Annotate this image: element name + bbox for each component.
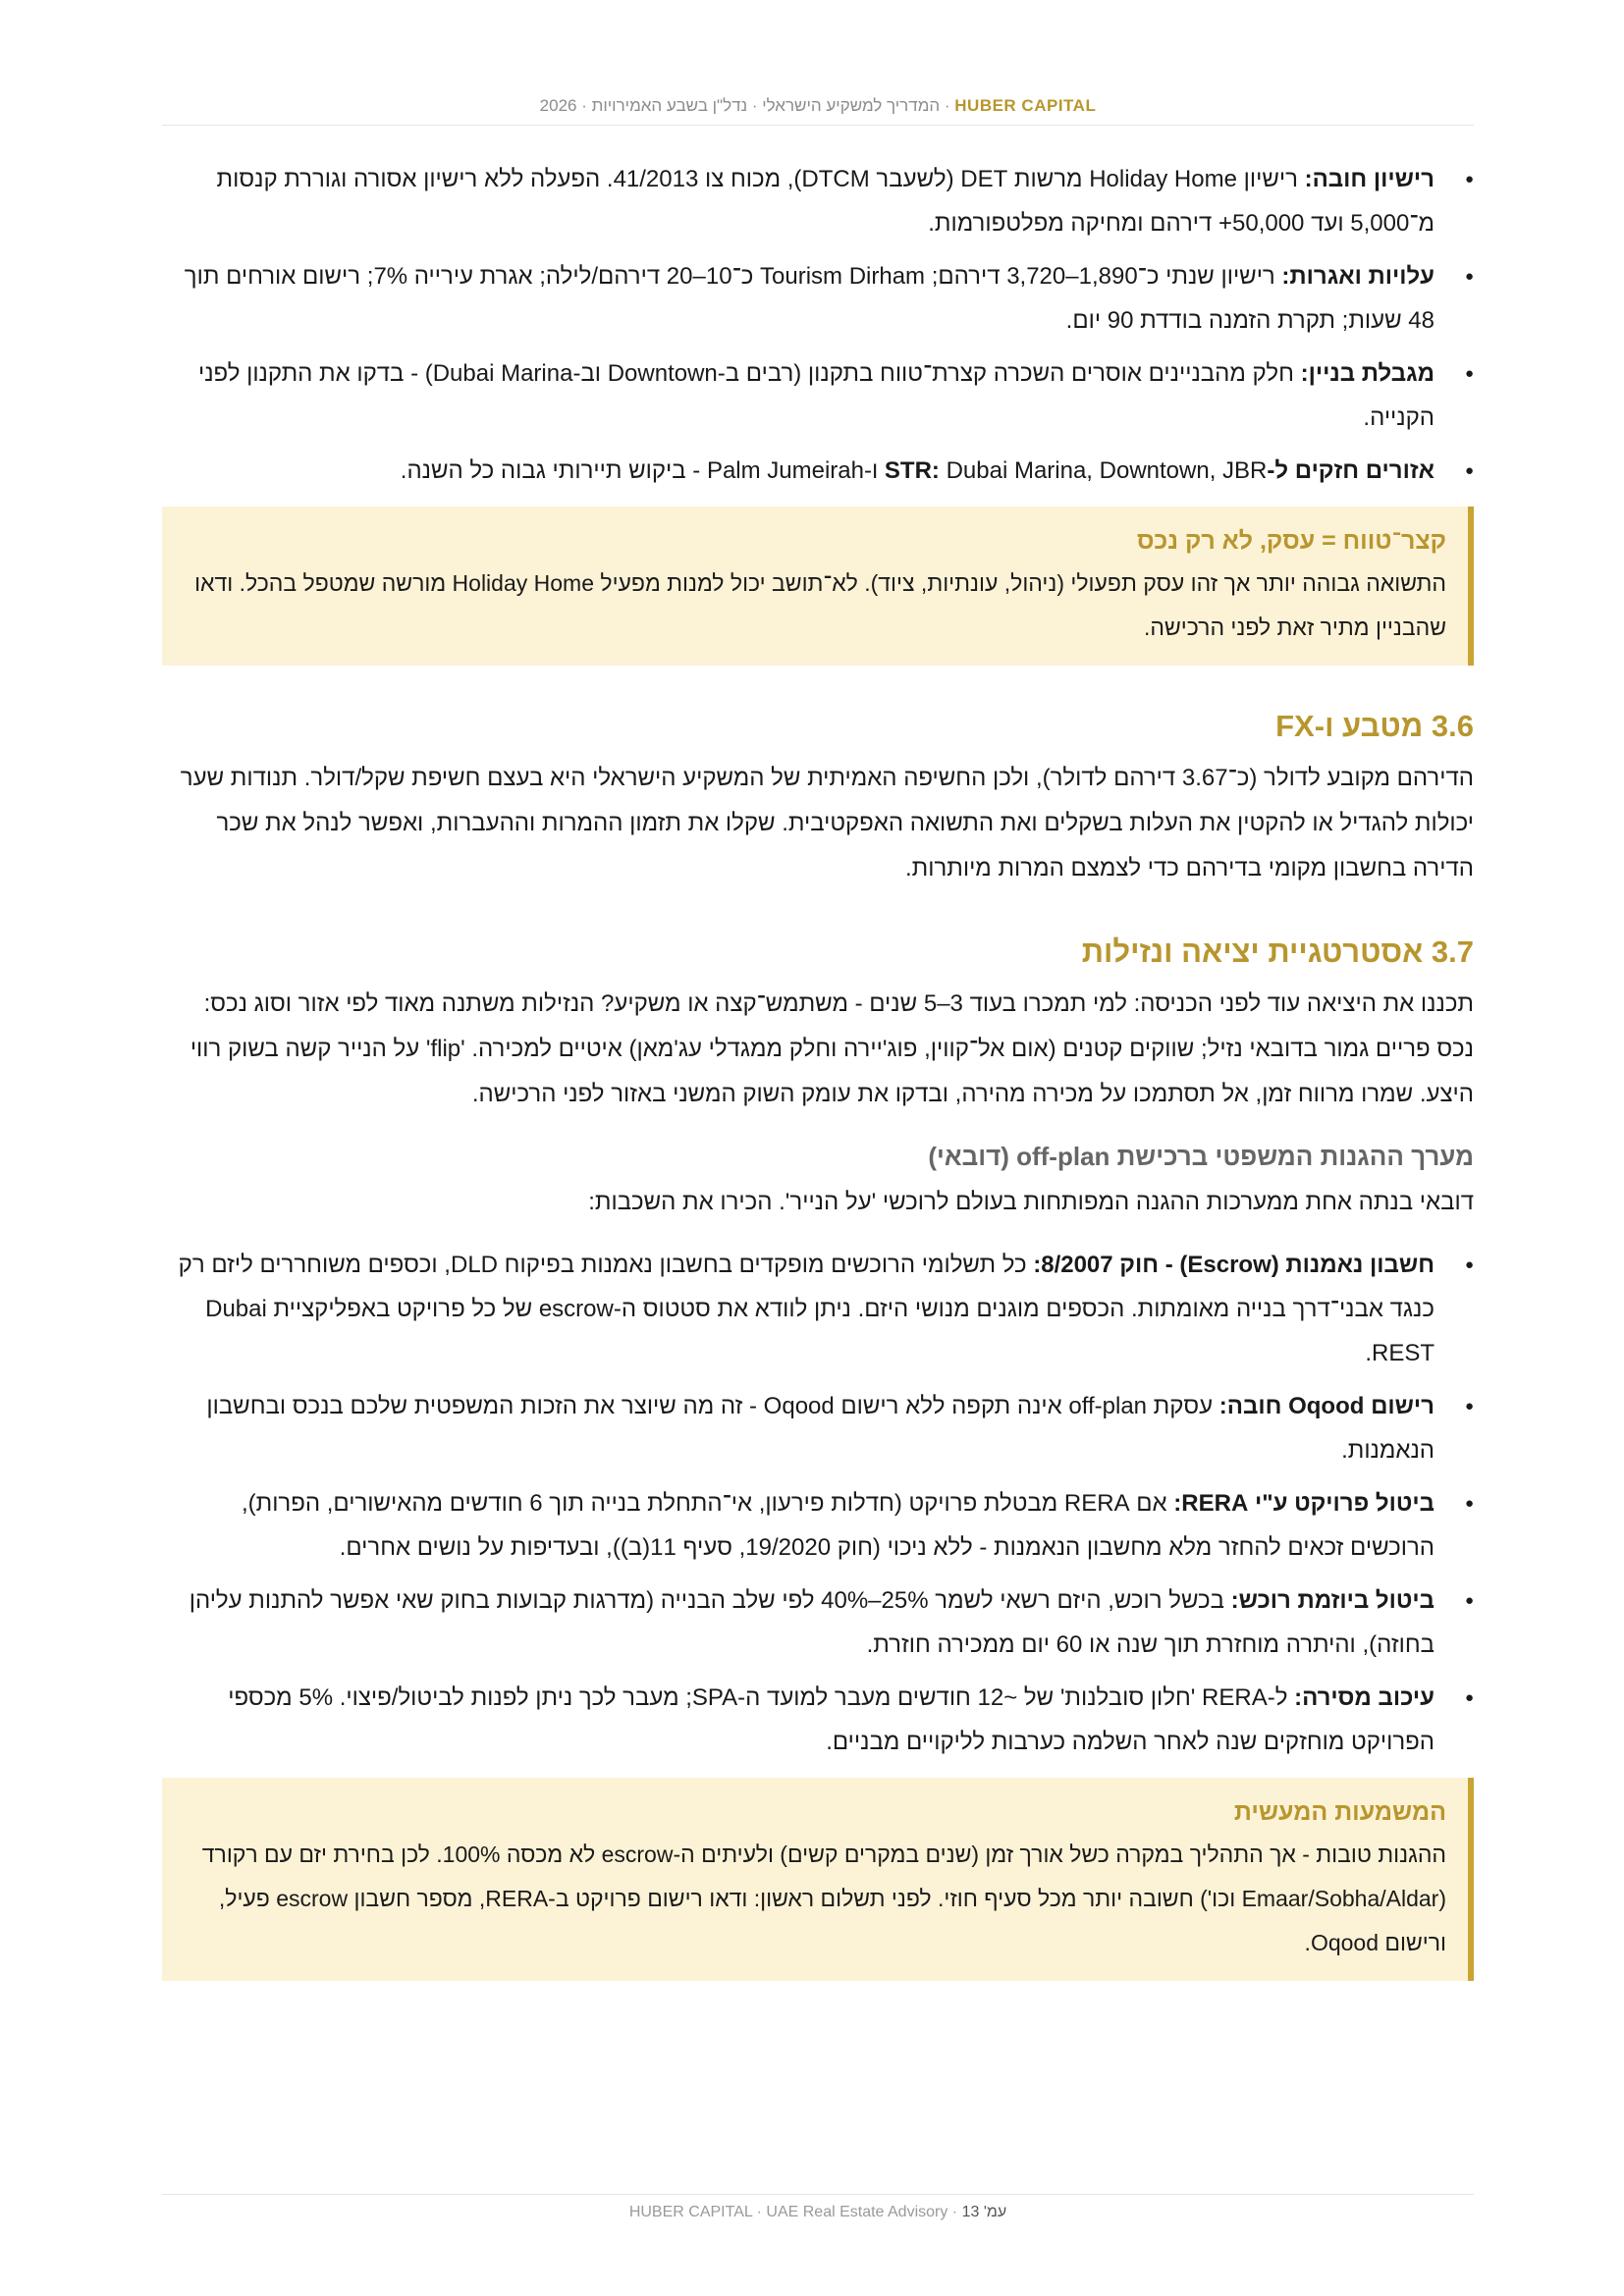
subsection-heading: מערך ההגנות המשפטי ברכישת off-plan (דובאי) — [928, 1142, 1474, 1171]
footer-brand: HUBER CAPITAL · UAE Real Estate Advisory — [628, 2204, 948, 2220]
footer-separator: · — [947, 2204, 962, 2220]
document-page — [162, 0, 1474, 2296]
item-term: עלויות ואגרות: — [1281, 263, 1435, 290]
section-paragraph: הדירהם מקובע לדולר (כ־3.67 דירהם לדולר), ולכן החשיפה האמיתית של המשקיע הישראלי היא בעצם חשיפת שקל/דולר. תנודות שער יכולות להגדיל או להקטין את העלות בשקלים ואת התשואה האפקטיבית. שקלו את תזמון ההמרות וההעברות, ואפשר לנהל את שכר הדירה בחשבון מקומי בדירהם כדי לצמצם המרות מיותרות. — [180, 765, 1474, 881]
list-item — [162, 1676, 1435, 1764]
subsection-intro: דובאי בנתה אחת ממערכות ההגנה המפותחות בעולם לרוכשי 'על הנייר'. הכירו את השכבות: — [588, 1189, 1474, 1215]
item-term: ביטול פרויקט ע"י RERA: — [1173, 1490, 1435, 1517]
callout-body: התשואה גבוהה יותר אך זהו עסק תפעולי (ניהול, עונתיות, ציוד). לא־תושב יכול למנות מפעיל Holiday Home מורשה שמטפל בהכל. ודאו שהבניין מתיר זאת לפני הרכישה. — [194, 570, 1446, 640]
str-rules-list — [162, 157, 1474, 493]
header-subtitle: המדריך למשקיע הישראלי · נדל"ן בשבע האמירויות · 2026 — [539, 96, 941, 115]
item-text: עסקת off-plan אינה תקפה ללא רישום Oqood - זה מה שיוצר את הזכות המשפטית שלכם בנכס ובחשבון הנאמנות. — [206, 1393, 1435, 1464]
header-separator: · — [940, 96, 955, 115]
callout-body: ההגנות טובות - אך התהליך במקרה כשל אורך זמן (שנים במקרים קשים) ולעיתים ה-escrow לא מכסה 100%. לכן בחירת יזם עם רקורד (Emaar/Sobha/Aldar וכו') חשובה יותר מכל סעיף חוזי. לפני תשלום ראשון: ודאו רישום פרויקט ב-RERA, מספר חשבון escrow פעיל, ורישום Oqood. — [201, 1842, 1446, 1955]
header-rule — [162, 125, 1474, 126]
legal-protections-list — [162, 1243, 1474, 1764]
item-term: עיכוב מסירה: — [1294, 1684, 1435, 1711]
list-item — [162, 1481, 1435, 1570]
item-text: אם RERA מבטלת פרויקט (חדלות פירעון, אי־התחלת בנייה תוך 6 חודשים מהאישורים, הפרות), הרוכשים זכאים להחזר מלא מחשבון הנאמנות - ללא ניכוי (חוק 19/2020, סעיף 11(ב)), ובעדיפות על נושים אחרים. — [241, 1490, 1435, 1561]
callout-title: קצר־טווח = עסק, לא רק נכס — [1136, 527, 1446, 555]
callout-box — [162, 1778, 1474, 1981]
section-paragraph: תכננו את היציאה עוד לפני הכניסה: למי תמכרו בעוד 3–5 שנים - משתמש־קצה או משקיע? הנזילות משתנה מאוד לפי אזור וסוג נכס: נכס פריים גמור בדובאי נזיל; שווקים קטנים (אום אל־קווין, פוג'יירה וחלק ממגדלי עג'מאן) איטיים למכירה. 'flip' על הנייר קשה בשוק רווי היצע. שמרו מרווח זמן, אל תסתמכו על מכירה מהירה, ובדקו את עומק השוק המשני באזור לפני הרכישה. — [189, 990, 1474, 1107]
item-term: ביטול ביוזמת רוכש: — [1230, 1587, 1435, 1614]
page-content — [162, 157, 1474, 1981]
item-term: חשבון נאמנות (Escrow) - חוק 8/2007: — [1033, 1252, 1435, 1278]
item-text: רישיון שנתי כ־1,890–3,720 דירהם; Tourism Dirham כ־10–20 דירהם/לילה; אגרת עירייה 7%; רישום אורחים תוך 48 שעות; תקרת הזמנה בודדת 90 יום. — [184, 263, 1435, 334]
item-text: חלק מהבניינים אוסרים השכרה קצרת־טווח בתקנון (רבים ב-Downtown וב-Dubai Marina) - בדקו את התקנון לפני הקנייה. — [197, 360, 1435, 431]
header-brand: HUBER CAPITAL — [954, 96, 1097, 115]
item-term: רישום Oqood חובה: — [1218, 1393, 1435, 1419]
item-term: רישיון חובה: — [1304, 166, 1435, 192]
list-item — [162, 157, 1435, 245]
item-text: כל תשלומי הרוכשים מופקדים בחשבון נאמנות בפיקוח DLD, וכספים משוחררים ליזם רק כנגד אבני־דרך בנייה מאומתות. הכספים מוגנים מנושי היזם. ניתן לוודא את סטטוס ה-escrow של כל פרויקט באפליקציית Dubai REST. — [178, 1252, 1435, 1366]
callout-title: המשמעות המעשית — [1233, 1798, 1446, 1826]
list-item — [162, 1578, 1435, 1667]
item-text: רישיון Holiday Home מרשות DET (לשעבר DTCM), מכוח צו 41/2013. הפעלה ללא רישיון אסורה וגוררת קנסות מ־5,000 ועד 50,000+ דירהם ומחיקה מפלטפורמות. — [216, 166, 1435, 237]
section-heading: 3.6 מטבע ו-FX — [1275, 709, 1474, 743]
list-item — [162, 351, 1435, 440]
callout-box — [162, 507, 1474, 666]
list-item — [162, 1243, 1435, 1375]
item-term: מגבלת בניין: — [1300, 360, 1435, 387]
list-item — [162, 254, 1435, 343]
section-heading: 3.7 אסטרטגיית יציאה ונזילות — [1081, 934, 1474, 969]
item-text: Dubai Marina, Downtown, JBR ו-Palm Jumeirah - ביקוש תיירותי גבוה כל השנה. — [400, 457, 1268, 484]
footer-rule — [162, 2194, 1474, 2195]
list-item — [162, 1384, 1435, 1472]
page-number: עמ' 13 — [961, 2204, 1007, 2220]
running-header — [162, 96, 1474, 116]
item-term: אזורים חזקים ל-STR: — [884, 457, 1435, 484]
item-text: בכשל רוכש, היזם רשאי לשמר 25%–40% לפי שלב הבנייה (מדרגות קבועות בחוק שאי אפשר להתנות עליהן בחוזה), והיתרה מוחזרת תוך שנה או 60 יום ממכירה חוזרת. — [189, 1587, 1435, 1658]
item-text: ל-RERA 'חלון סובלנות' של ~12 חודשים מעבר למועד ה-SPA; מעבר לכך ניתן לפנות לביטול/פיצוי. 5% מכספי הפרויקט מוחזקים שנה לאחר השלמה כערבות לליקויים מבניים. — [228, 1684, 1435, 1755]
running-footer — [162, 2204, 1474, 2221]
list-item — [162, 449, 1435, 493]
